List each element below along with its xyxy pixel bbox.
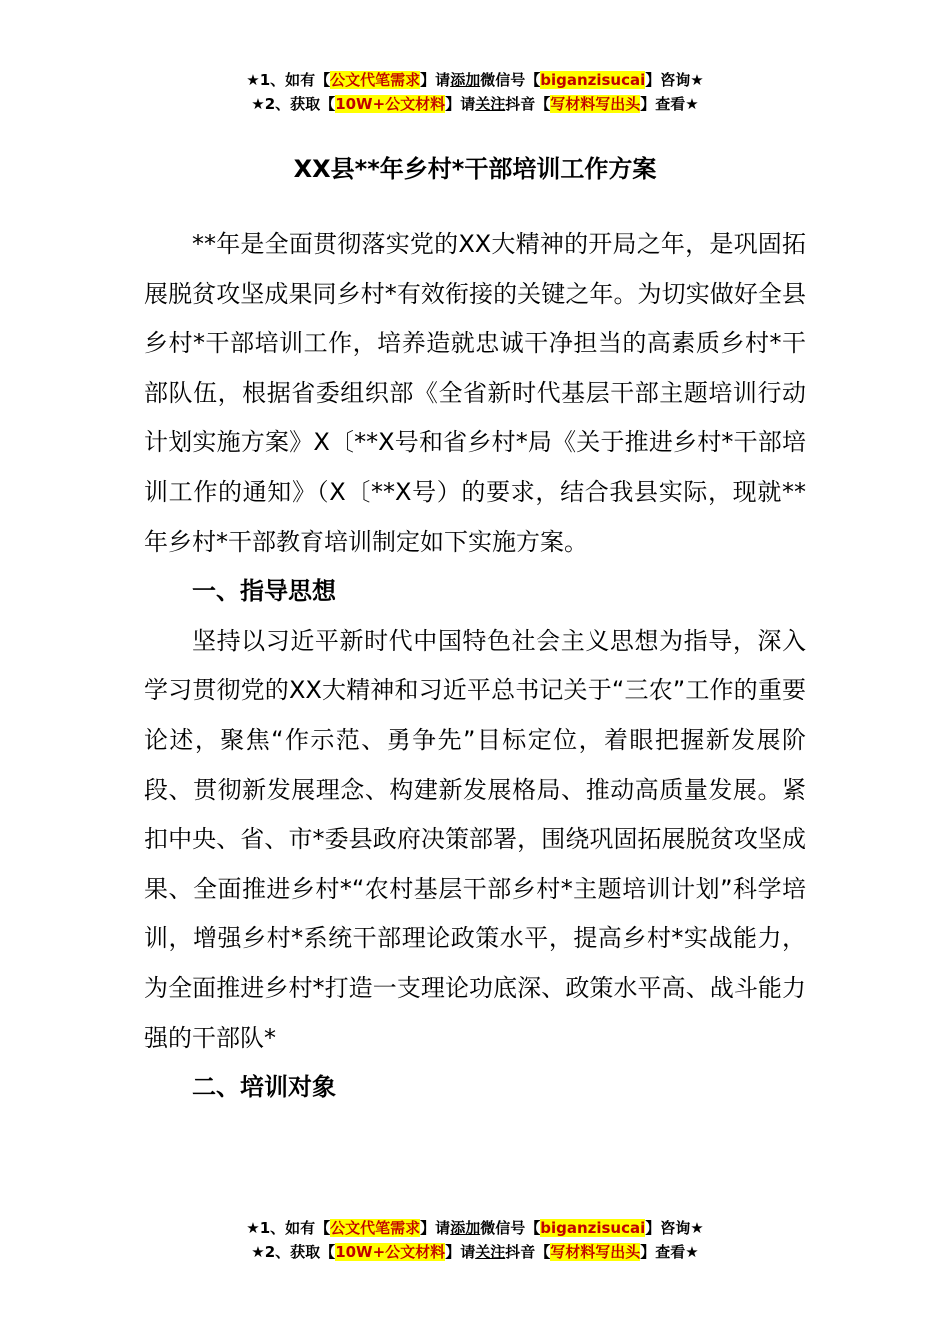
- highlight-douyin: 写材料写出头: [550, 1243, 641, 1261]
- highlight-douyin: 写材料写出头: [550, 95, 641, 113]
- highlight-materials: 10W+公文材料: [335, 95, 446, 113]
- highlight-ghostwriting: 公文代笔需求: [330, 71, 421, 89]
- banner-line-1: ★1、如有【公文代笔需求】请添加微信号【biganzisucai】咨询★: [246, 1219, 704, 1237]
- footer-banner: [0, 1216, 950, 1264]
- highlight-wechat-id: biganzisucai: [540, 1219, 646, 1237]
- section-heading-guiding-ideology: 一、指导思想: [192, 577, 336, 606]
- highlight-materials: 10W+公文材料: [335, 1243, 446, 1261]
- document-title: XX县**年乡村*干部培训工作方案: [293, 155, 657, 183]
- highlight-ghostwriting: 公文代笔需求: [330, 1219, 421, 1237]
- header-banner: [0, 68, 950, 116]
- intro-paragraph: **年是全面贯彻落实党的XX大精神的开局之年，是巩固拓展脱贫攻坚成果同乡村*有效衔接的关键之年。为切实做好全县乡村*干部培训工作，培养造就忠诚干净担当的高素质乡村*干部队伍，根据省委组织部《全省新时代基层干部主题培训行动计划实施方案》X〔**X号和省乡村*局《关于推进乡村*干部培训工作的通知》（X〔**X号）的要求，结合我县实际，现就**年乡村*干部教育培训制定如下实施方案。: [144, 230, 806, 556]
- section-heading-training-targets: 二、培训对象: [192, 1073, 336, 1102]
- document-body: [144, 220, 806, 1113]
- highlight-wechat-id: biganzisucai: [540, 71, 646, 89]
- banner-line-1: ★1、如有【公文代笔需求】请添加微信号【biganzisucai】咨询★: [246, 71, 704, 89]
- guiding-ideology-paragraph: 坚持以习近平新时代中国特色社会主义思想为指导，深入学习贯彻党的XX大精神和习近平总书记关于“三农”工作的重要论述，聚焦“作示范、勇争先”目标定位，着眼把握新发展阶段、贯彻新发展理念、构建新发展格局、推动高质量发展。紧扣中央、省、市*委县政府决策部署，围绕巩固拓展脱贫攻坚成果、全面推进乡村*“农村基层干部乡村*主题培训计划”科学培训，增强乡村*系统干部理论政策水平，提高乡村*实战能力，为全面推进乡村*打造一支理论功底深、政策水平高、战斗能力强的干部队*: [144, 626, 806, 1052]
- banner-line-2: ★2、获取【10W+公文材料】请关注抖音【写材料写出头】查看★: [251, 1243, 699, 1261]
- banner-line-2: ★2、获取【10W+公文材料】请关注抖音【写材料写出头】查看★: [251, 95, 699, 113]
